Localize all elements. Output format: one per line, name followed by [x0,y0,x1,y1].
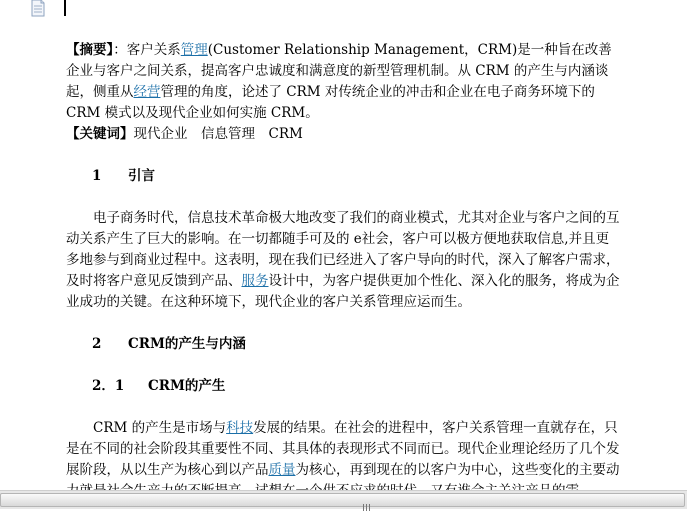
section-2-heading [92,334,622,355]
section-1-title: 引言 [128,168,155,184]
section-1-number: 1 [92,168,102,184]
section-1-text-2: 设计中，为客户提供更加个性化、深入化的服务，将成为企业成功的关键。在这种环境下，现代企业的客户关系管理应运而生。 [66,273,620,310]
section-2-1-heading [92,376,622,397]
section-1-heading [92,166,622,187]
scrollbar-thumb[interactable] [0,493,685,507]
document-body [66,40,622,502]
keywords-text: 现代企业 信息管理 CRM [133,126,303,142]
text-cursor [64,0,66,16]
keywords-label: 【关键词】 [66,126,134,142]
section-2-title: CRM的产生与内涵 [128,336,246,352]
abstract-paragraph [66,40,622,124]
section-1-text-1: 电子商务时代，信息技术革命极大地改变了我们的商业模式，尤其对企业与客户之间的互动关系产生了巨大的影响。在一切都随手可及的 e社会，客户可以极方便地获取信息,并且更多地参与到商业过程中。这表明，现在我们已经进入了客户导向的时代，深入了解客户需求，及时将客户意见反馈到产品、 [66,210,620,289]
document-icon [30,0,46,16]
abstract-text-1: ：客户关系 [113,42,181,58]
keywords-paragraph [66,124,622,145]
link-technology[interactable]: 科技 [226,420,254,436]
section-2-1-title: CRM的产生 [148,378,226,394]
abstract-label: 【摘要】 [66,42,114,58]
link-service[interactable]: 服务 [241,273,269,289]
section-2-1-text-1: CRM 的产生是市场与 [93,420,227,436]
link-quality[interactable]: 质量 [268,462,296,478]
scrollbar-grip-icon [363,496,373,504]
abstract-text-2: (Customer Relationship Management，CRM)是一种旨在改善企业与客户之间关系，提高客户忠诚度和满意度的新型管理机制。从 CRM 的产生与内涵谈起，侧重从 [66,42,612,100]
link-operation[interactable]: 经营 [133,84,161,100]
section-2-number: 2 [92,336,102,352]
link-management[interactable]: 管理 [180,42,208,58]
abstract-text-3: 管理的角度，论述了 CRM 对传统企业的冲击和企业在电子商务环境下的 CRM 模式以及现代企业如何实施 CRM。 [66,84,595,121]
section-2-1-text-3: 为核心，再到现在的以客户为中心，这些变化的主要动 [295,462,620,478]
section-2-1-number: 2．1 [92,378,125,394]
section-2-1-text-2: 发展的结果。在社会的进程中，客户关系管理一直就存在，只是在不同的社会阶段其重要性不同、其具体的表现形式不同而已。现代企业理论经历了几个发展阶段，从以生产为核心到以产品 [66,420,620,478]
horizontal-scrollbar[interactable] [0,490,687,509]
section-1-paragraph [66,208,622,313]
